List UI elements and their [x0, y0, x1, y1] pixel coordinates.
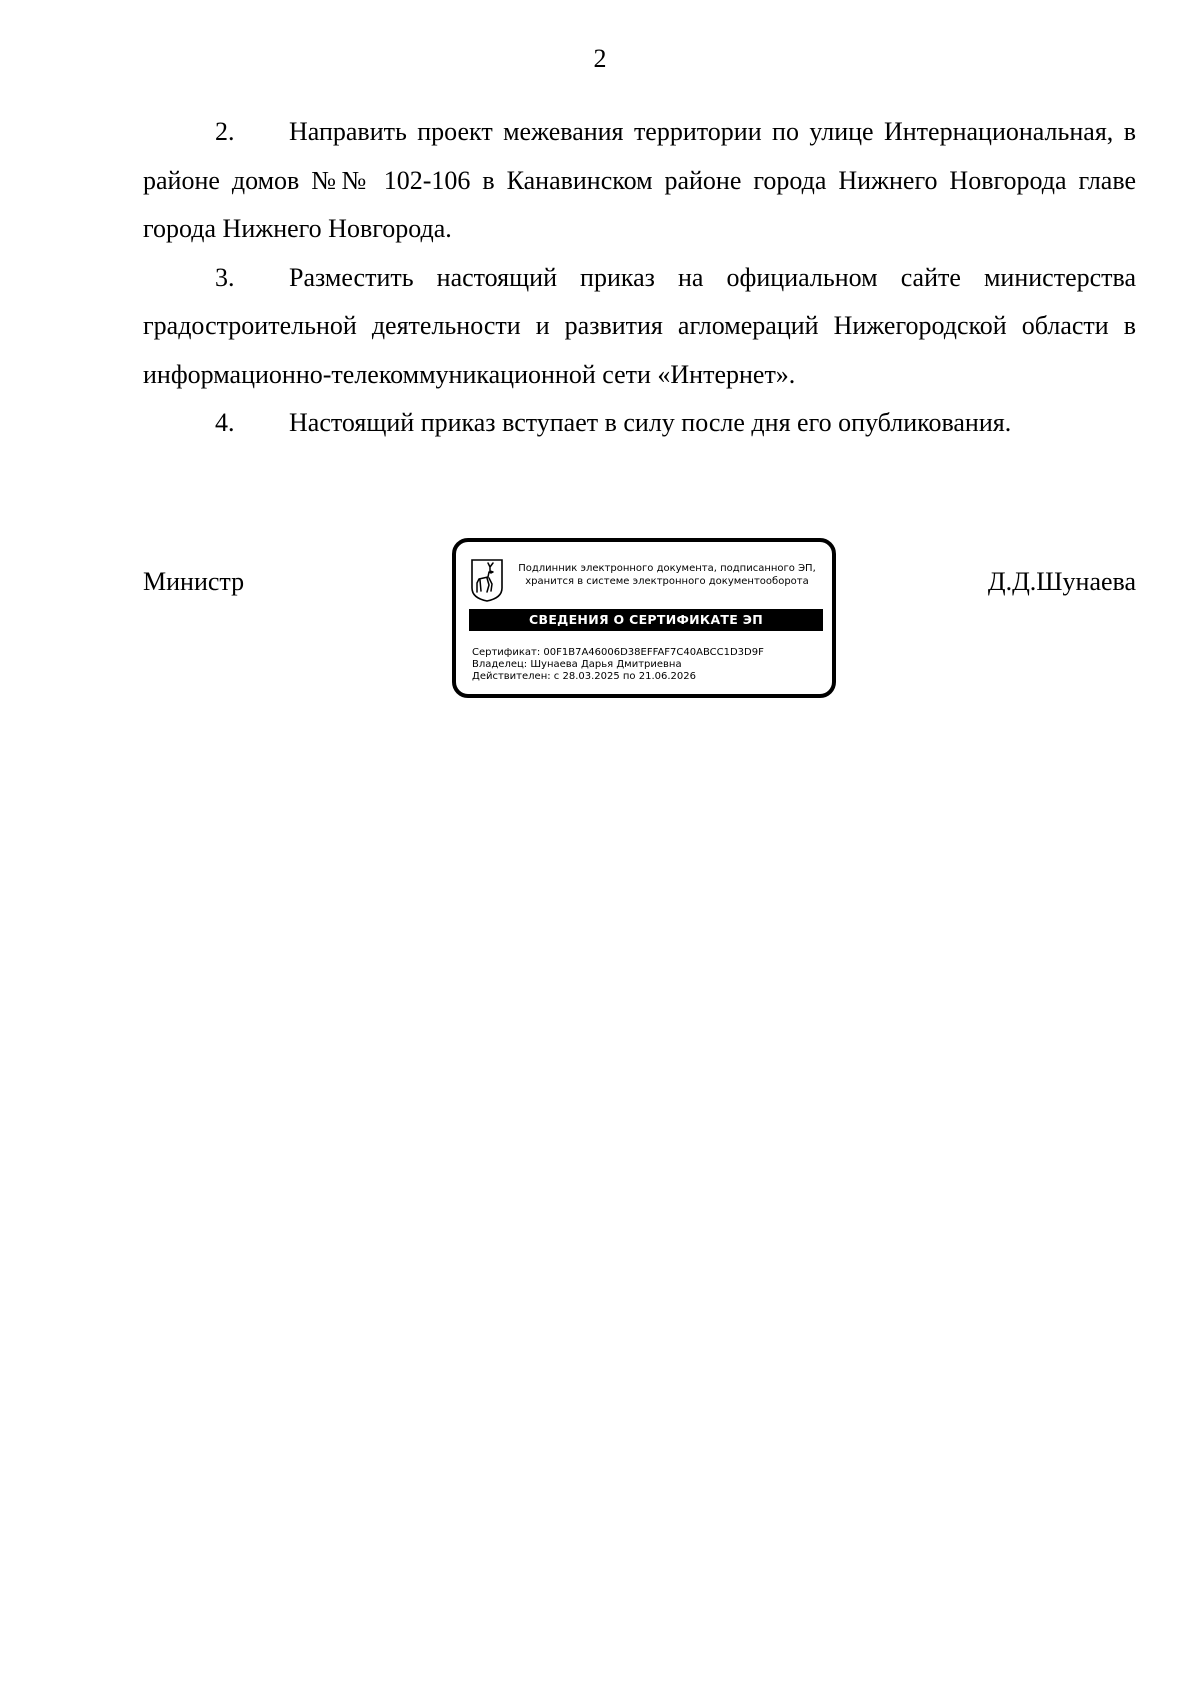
paragraph-number: 3. — [215, 262, 235, 292]
signatory-position: Министр — [143, 567, 245, 596]
stamp-caption-line: Подлинник электронного документа, подписанного ЭП, — [518, 563, 816, 574]
certificate-details — [472, 647, 764, 683]
page-number: 2 — [593, 44, 607, 73]
paragraph-text: Разместить настоящий приказ на официальном сайте министерства градостроительной деятельности и развития агломераций Нижегородской области в информационно-телекоммуникационной сети «Интернет». — [143, 262, 1136, 389]
electronic-signature-stamp — [452, 538, 836, 698]
signer-name: Д.Д.Шунаева — [987, 567, 1136, 596]
certificate-owner: Владелец: Шунаева Дарья Дмитриевна — [472, 659, 682, 670]
paragraph-number: 2. — [215, 117, 235, 146]
certificate-validity: Действителен: с 28.03.2025 по 21.06.2026 — [472, 671, 696, 682]
document-body — [143, 108, 1136, 448]
paragraph-2 — [143, 108, 1136, 254]
deer-coat-of-arms-icon — [470, 558, 504, 602]
paragraph-3 — [143, 254, 1136, 400]
paragraph-text: Направить проект межевания территории по улице Интернациональная, в районе домов №№ 102-106 в Канавинском районе города Нижнего Новгорода главе города Нижнего Новгорода. — [143, 117, 1136, 243]
paragraph-number: 4. — [215, 408, 235, 437]
stamp-header: СВЕДЕНИЯ О СЕРТИФИКАТЕ ЭП — [469, 609, 823, 631]
paragraph-text: Настоящий приказ вступает в силу после дня его опубликования. — [289, 408, 1012, 437]
certificate-number: Сертификат: 00F1B7A46006D38EFFAF7C40ABCC1D3D9F — [472, 647, 764, 658]
paragraph-4 — [143, 399, 1136, 448]
stamp-caption — [504, 562, 830, 588]
stamp-caption-line: хранится в системе электронного документооборота — [525, 576, 809, 587]
